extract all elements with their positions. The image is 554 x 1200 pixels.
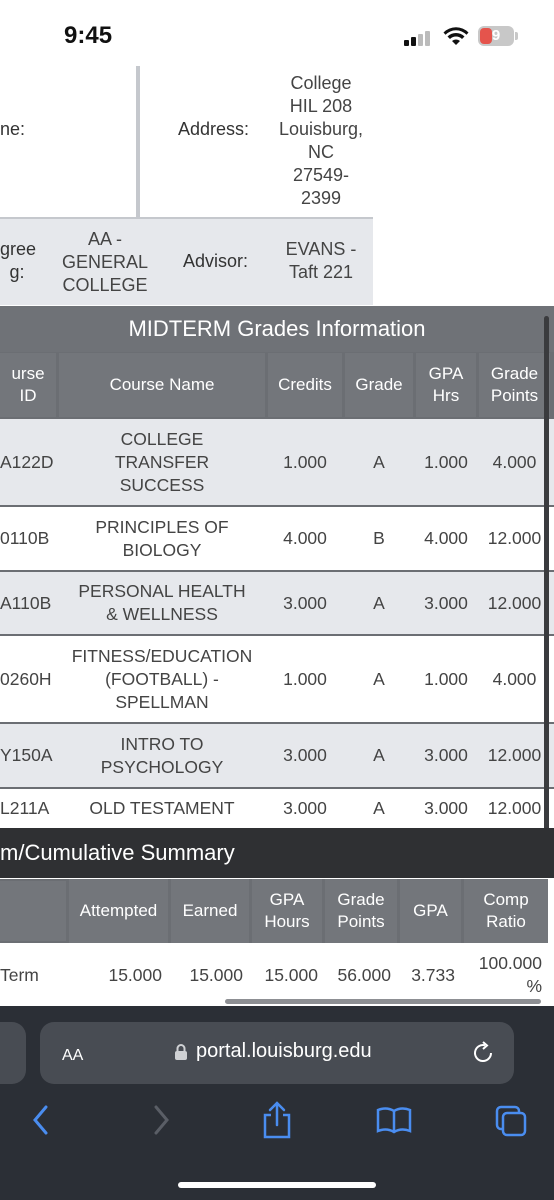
course-name-line: INTRO TO (120, 733, 204, 754)
grade-cell-id: A122D (0, 451, 54, 472)
cellular-signal-icon (404, 30, 432, 46)
col-header-grade-points (479, 353, 550, 417)
text-line: College (290, 73, 352, 93)
summary-header-earned: Earned (171, 879, 249, 943)
grade-cell-name (59, 789, 265, 828)
course-name-line: BIOLOGY (122, 539, 202, 560)
header-line: Comp (483, 890, 529, 909)
grade-cell-points: 4.000 (492, 668, 537, 689)
name-label: ne: (0, 119, 26, 139)
share-icon[interactable] (260, 1100, 294, 1140)
summary-title-text: m/Cumulative Summary (0, 840, 235, 865)
header-line: GPA (269, 890, 305, 909)
midterm-grades-title: MIDTERM Grades Information (0, 306, 554, 352)
wifi-icon (443, 26, 469, 46)
grade-cell-name (59, 724, 265, 787)
forward-icon[interactable] (150, 1104, 172, 1136)
grade-cell-grade: A (373, 592, 385, 613)
grade-row (0, 789, 554, 828)
summary-header-grade-points (325, 879, 397, 943)
comp-ratio-line: 100.000 (478, 953, 542, 973)
grade-row (0, 724, 554, 787)
grade-cell-points: 12.000 (487, 745, 542, 765)
text-line: NC (308, 142, 334, 162)
address-label: Address: (178, 119, 250, 139)
course-name-line: FITNESS/EDUCATION (71, 645, 253, 666)
grade-cell-points: 12.000 (487, 528, 542, 548)
header-line: ID (19, 386, 37, 405)
summary-earned: 15.000 (189, 964, 243, 985)
col-header-gpa-hrs (416, 353, 476, 417)
header-line: Grade (337, 890, 385, 909)
header-line: urse (11, 364, 45, 383)
summary-row-label: Term (0, 964, 39, 985)
grade-cell-id: A110B (0, 592, 52, 613)
summary-gpa-hours: 15.000 (264, 964, 318, 985)
header-line: GPA (428, 364, 464, 383)
grade-row (0, 636, 554, 722)
text-line: Louisburg, (278, 119, 364, 139)
course-name-line: SPELLMAN (115, 691, 209, 712)
course-name-line: PSYCHOLOGY (100, 756, 224, 777)
text-line: HIL 208 (289, 96, 353, 116)
degree-label (0, 238, 37, 284)
text-line: GENERAL (61, 252, 149, 272)
grade-cell-gpa-hrs: 3.000 (424, 798, 468, 818)
grade-row (0, 419, 554, 505)
course-name-line: PRINCIPLES OF (95, 516, 229, 537)
grade-cell-name (59, 572, 265, 634)
text-line: 2399 (300, 188, 342, 208)
back-icon[interactable] (30, 1104, 52, 1136)
lock-icon (174, 1043, 188, 1061)
summary-grade-points: 56.000 (337, 964, 391, 985)
grade-row (0, 507, 554, 570)
header-line: Hrs (432, 386, 460, 405)
grade-cell-credits: 1.000 (283, 451, 327, 472)
col-header-grade: Grade (345, 353, 413, 417)
header-line: Hours (264, 912, 310, 931)
reload-icon[interactable] (470, 1040, 496, 1066)
grade-cell-gpa-hrs: 3.000 (424, 745, 468, 765)
vertical-scrollbar[interactable] (544, 316, 549, 836)
battery-icon (478, 26, 514, 46)
summary-header-gpa: GPA (400, 879, 461, 943)
previous-tab-pill[interactable] (0, 1022, 26, 1084)
grade-cell-gpa-hrs: 3.000 (424, 592, 468, 613)
text-line: Taft 221 (288, 262, 354, 282)
text-line: 27549- (292, 165, 350, 185)
url-text[interactable]: portal.louisburg.edu (196, 1040, 372, 1062)
grade-cell-credits: 3.000 (283, 745, 327, 765)
grade-cell-grade: A (373, 668, 385, 689)
header-line: Ratio (486, 912, 526, 931)
bookmarks-icon[interactable] (376, 1106, 412, 1134)
grade-cell-id: 0110B (0, 528, 50, 548)
course-name-line: PERSONAL HEALTH (78, 581, 246, 601)
course-name-line: COLLEGE (120, 428, 204, 449)
col-header-course-id (0, 353, 56, 417)
course-name-line: TRANSFER (114, 451, 210, 472)
grade-cell-grade: A (373, 745, 385, 765)
grade-cell-id: L211A (0, 798, 50, 818)
grade-cell-grade: A (373, 451, 385, 472)
info-column-divider (136, 66, 140, 218)
grade-cell-credits: 3.000 (283, 592, 327, 613)
col-header-credits: Credits (268, 353, 342, 417)
grade-cell-id: 0260H (0, 668, 52, 689)
advisor-value (278, 238, 364, 284)
grade-cell-points: 12.000 (487, 798, 542, 818)
grade-cell-grade: A (373, 798, 385, 818)
reader-text-size-button[interactable] (62, 1040, 83, 1066)
grade-cell-gpa-hrs: 4.000 (424, 528, 468, 548)
grade-cell-id: Y150A (0, 745, 53, 765)
tabs-icon[interactable] (494, 1104, 528, 1138)
grade-cell-name (59, 507, 265, 570)
course-name-line: & WELLNESS (106, 604, 218, 624)
grade-cell-name (59, 636, 265, 722)
comp-ratio-line: % (526, 976, 542, 996)
grade-row (0, 572, 554, 634)
summary-header-comp-ratio (464, 879, 548, 943)
grade-cell-points: 12.000 (487, 592, 542, 613)
address-value (270, 72, 372, 210)
text-line: gree (0, 239, 37, 259)
summary-comp-ratio (464, 944, 546, 1006)
aa-label: AA (62, 1047, 84, 1064)
text-line: COLLEGE (62, 275, 148, 295)
text-line: g: (9, 262, 25, 282)
course-name-line: SUCCESS (119, 474, 205, 495)
grade-cell-gpa-hrs: 1.000 (424, 668, 468, 689)
advisor-label: Advisor: (183, 251, 249, 271)
grade-cell-gpa-hrs: 1.000 (424, 451, 468, 472)
info-row-divider (0, 217, 373, 219)
text-line: EVANS - (285, 239, 357, 259)
header-line: Points (490, 386, 539, 405)
grade-cell-credits: 3.000 (283, 798, 327, 818)
summary-row (0, 944, 554, 1006)
header-line: Points (337, 912, 385, 931)
grade-cell-name (59, 419, 265, 505)
col-header-course-name: Course Name (59, 353, 265, 417)
grade-cell-credits: 4.000 (283, 528, 327, 548)
status-time: 9:45 (64, 22, 113, 49)
grade-cell-credits: 1.000 (283, 668, 327, 689)
summary-attempted: 15.000 (108, 964, 162, 985)
grade-cell-points: 4.000 (492, 451, 537, 472)
text-line: AA - (87, 229, 122, 249)
header-line: Grade (490, 364, 539, 383)
summary-header-gpa-hours (252, 879, 322, 943)
course-name-line: OLD TESTAMENT (89, 798, 235, 818)
summary-header-blank (0, 881, 66, 941)
horizontal-scrollbar[interactable] (225, 999, 541, 1004)
home-indicator (178, 1182, 376, 1188)
summary-gpa: 3.733 (411, 964, 455, 985)
cumulative-summary-title (0, 828, 554, 878)
degree-value (52, 228, 158, 297)
battery-level: 9 (491, 27, 501, 44)
course-name-line: (FOOTBALL) - (105, 668, 219, 689)
grade-cell-grade: B (373, 528, 385, 548)
summary-header-attempted: Attempted (69, 879, 168, 943)
